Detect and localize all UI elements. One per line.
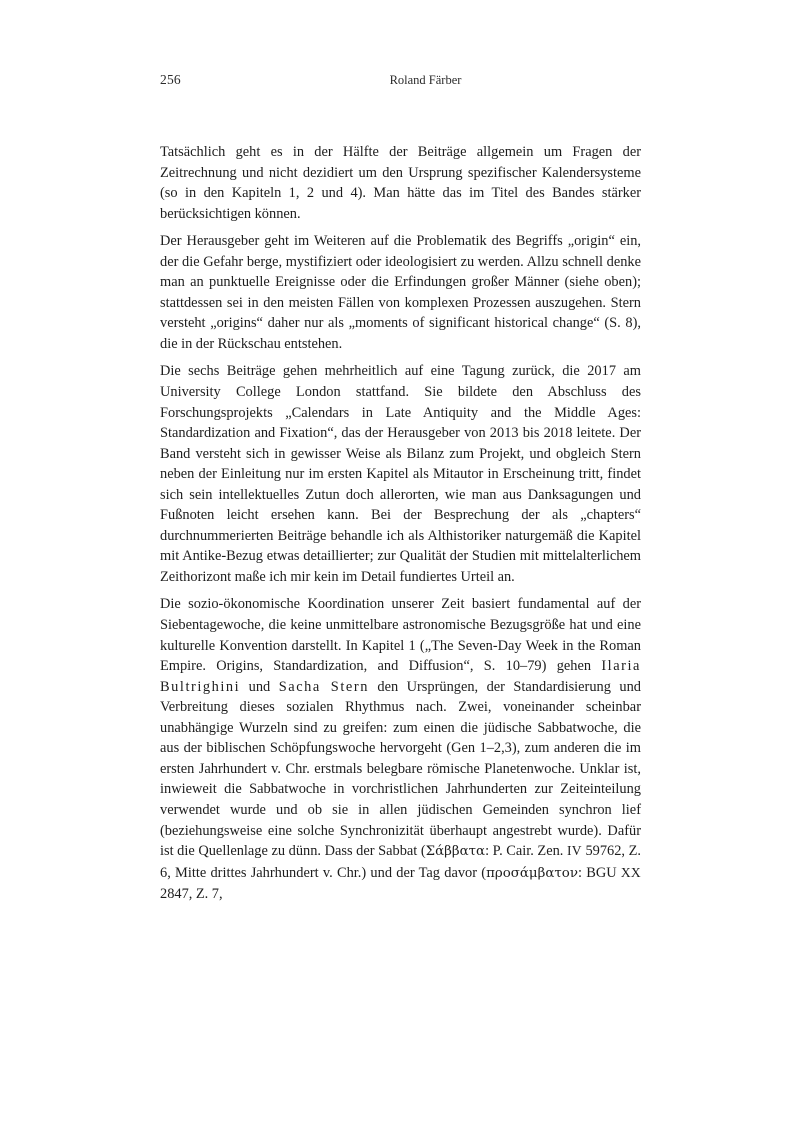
paragraph: Die sechs Beiträge gehen mehrheitlich auf eine Tagung zurück, die 2017 am University College London stattfand. Sie bildete den Abschluss des Forschungsprojekts „Calendars in Late Antiquity and the Middle Ages: Standardization and Fixation“, das der Herausgeber von 2013 bis 2018 leitete. Der Band versteht sich in gewisser Weise als Bilanz zum Projekt, und obgleich Stern neben der Einleitung nur im ersten Kapitel als Mitautor in Erscheinung tritt, findet sich sein intellektuelles Zutun doch allerorten, wie man aus Danksagungen und Fußnoten leicht ersehen kann. Bei der Besprechung der als „chapters“ durchnummerierten Beiträge behandle ich als Althistoriker naturgemäß die Kapitel mit Antike-Bezug etwas detaillierter; zur Qualität der Studien mit mittelalterlichem Zeithorizont maße ich mir kein im Detail fundiertes Urteil an.	[160, 363, 641, 585]
page-number: 256	[160, 72, 181, 87]
emphasized-name: Sacha Stern	[278, 678, 369, 695]
body-text-block	[160, 142, 641, 905]
greek-term: προσάμβατον	[486, 865, 578, 881]
running-head-author: Roland Färber	[389, 73, 462, 87]
paragraph: Tatsächlich geht es in der Hälfte der Beiträge allgemein um Fragen der Zeitrechnung und nicht dezidiert um den Ursprung spezifischer Kalendersysteme (so in den Kapiteln 1, 2 und 4). Man hätte das im Titel des Bandes stärker berücksichtigen können.	[160, 144, 641, 222]
running-head	[160, 71, 641, 89]
emphasized-name: Ilaria Bultrighini	[160, 658, 641, 695]
paragraph: Der Herausgeber geht im Weiteren auf die Problematik des Begriffs „origin“ ein, der die Gefahr berge, mystifiziert oder ideologisiert zu werden. Allzu schnell denke man an punktuelle Ereignisse oder die Erfindungen großer Männer (siehe oben); stattdessen sei in den meisten Fällen von komplexen Prozessen auszugehen. Stern versteht „origins“ daher nur als „moments of significant historical change“ (S. 8), die in der Rückschau entstehen.	[160, 233, 641, 352]
small-caps-numeral: XX	[620, 864, 641, 880]
paragraph: Die sozio-ökonomische Koordination unserer Zeit basiert fundamental auf der Siebentagewoche, die keine unmittelbare astronomische Bezugsgröße hat und eine kulturelle Konvention darstellt. In Kapitel 1 („The Seven-Day Week in the Roman Empire. Origins, Standardization, and Diffusion“, S. 10–79) gehen Ilaria Bultrighini und Sacha Stern den Ursprüngen, der Standardisierung und Verbreitung dieses sozialen Rhythmus nach. Zwei, voneinander scheinbar unabhängige Wurzeln sind zu greifen: zum einen die jüdische Sabbatwoche, die aus der biblischen Schöpfungswoche hervorgeht (Gen 1–2,3), zum anderen die im ersten Jahrhundert v. Chr. erstmals belegbare römische Planetenwoche. Unklar ist, inwieweit die Sabbatwoche in vorchristlichen Jahrhunderten zur Zeiteinteilung verwendet wurde und ob sie in allen jüdischen Gemeinden synchron lief (beziehungsweise eine solche Synchronizität überhaupt angestrebt wurde). Dafür ist die Quellenlage zu dünn. Dass der Sabbat (Σάββατα: P. Cair. Zen. IV 59762, Z. 6, Mitte drittes Jahrhundert v. Chr.) und der Tag davor (προσάμβατον: BGU XX 2847, Z. 7,	[160, 596, 641, 903]
small-caps-numeral: IV	[566, 843, 582, 859]
greek-term: Σάββατα	[425, 844, 486, 860]
